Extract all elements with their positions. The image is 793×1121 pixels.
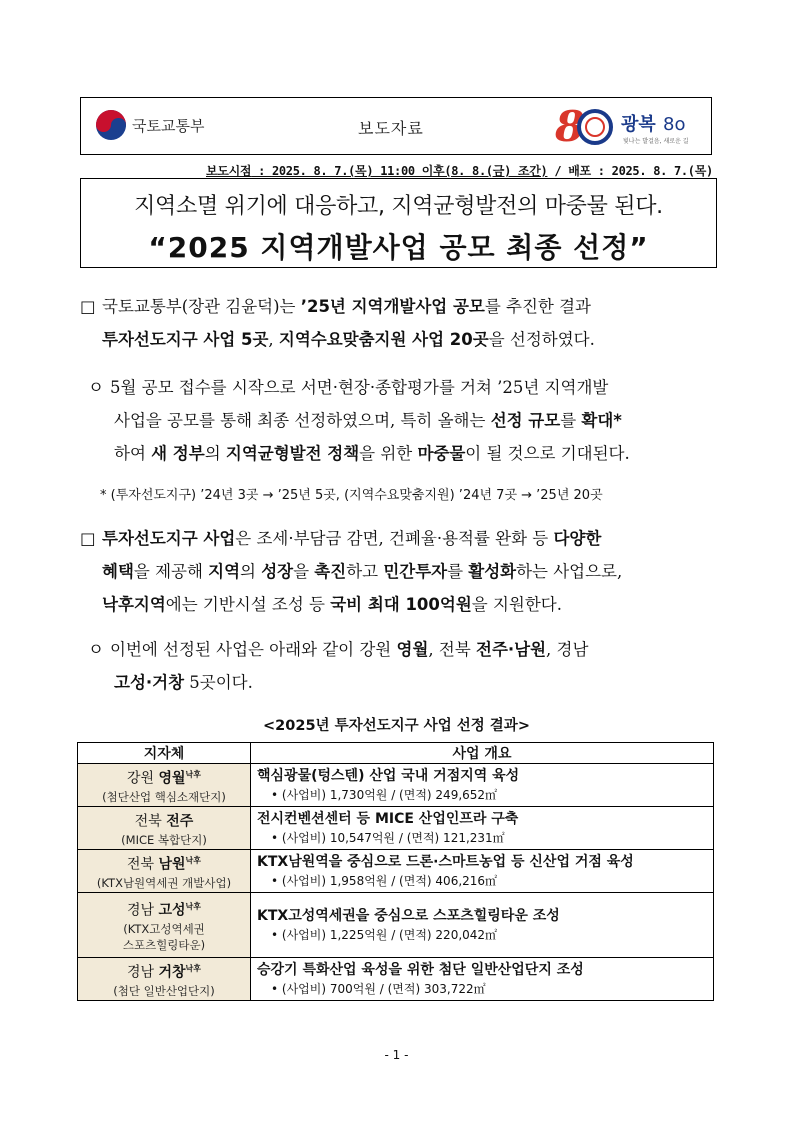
p3-bold-activate: 활성화 — [468, 562, 517, 581]
gwangbok-number: 8o — [663, 114, 686, 135]
p4-bold-yeongwol: 영월 — [396, 640, 429, 659]
page-number: - 1 - — [384, 1048, 409, 1062]
column-header-summary: 사업 개요 — [251, 743, 714, 764]
region-name — [84, 808, 244, 832]
region-cell — [78, 893, 251, 958]
table-header-row — [78, 743, 714, 764]
distribution-date: 2025. 8. 7.(목) — [611, 164, 713, 178]
headline-box — [80, 178, 717, 268]
column-header-region: 지자체 — [78, 743, 251, 764]
p3-bold-growth: 성장 — [261, 562, 294, 581]
table-caption: <2025년 투자선도지구 사업 선정 결과> — [263, 718, 530, 734]
project-summary: KTX남원역을 중심으로 드론·스마트농업 등 신산업 거점 육성 — [257, 854, 634, 870]
p3-text-k: 하고 — [346, 562, 384, 581]
project-type: (KTX고성역세권 — [123, 921, 205, 936]
p2-text-l: 이 될 것으로 기대된다. — [465, 444, 630, 463]
p3-bold-benefit: 혜택 — [102, 562, 134, 581]
footnote-expansion: * (투자선도지구) ’24년 3곳 → ’25년 5곳, (지역수요맞춤지원) ’24년 7곳 → ’25년 20곳 — [100, 488, 603, 503]
circle-bullet: ㅇ — [88, 378, 104, 397]
city: 남원 — [158, 856, 186, 873]
p3-text-o: 하는 사업으로, — [516, 562, 623, 581]
p2-text-a: 5월 공모 접수를 시작으로 서면·현장·종합평가를 거쳐 ’25년 지역개발 — [110, 378, 609, 397]
city: 거창 — [158, 964, 186, 981]
p2-bold-scale: 선정 규모 — [490, 411, 561, 430]
p4-bold-jeonju-namwon: 전주·남원 — [476, 640, 547, 659]
province: 전북 — [126, 856, 159, 873]
province: 강원 — [126, 770, 159, 787]
table-row — [78, 850, 714, 893]
region-name — [84, 765, 244, 789]
table-row — [78, 893, 714, 958]
p3-bold-private: 민간투자 — [383, 562, 448, 581]
release-time-line: 보도시점 : 2025. 8. 7.(목) 11:00 이후(8. 8.(금) 조간) / 배포 : 2025. 8. 7.(목) — [206, 164, 713, 178]
region-cell — [78, 850, 251, 893]
summary-cell — [251, 893, 714, 958]
p1-bold-investment: 투자선도지구 사업 5곳 — [102, 330, 269, 349]
p1-comma: , — [268, 330, 279, 349]
table-row — [78, 764, 714, 807]
p3-bold-max-fund: 국비 최대 100억원 — [330, 595, 472, 614]
p2-text-d: 를 — [560, 411, 582, 430]
project-cost-area: • (사업비) 10,547억원 / (면적) 121,231㎡ — [271, 831, 505, 845]
taegeuk-emblem-icon — [96, 110, 126, 140]
p2-bold-new-govt: 새 정부 — [151, 444, 205, 463]
project-summary: 승강기 특화산업 육성을 위한 첨단 일반산업단지 조성 — [257, 962, 584, 978]
province: 전북 — [134, 813, 167, 830]
underdeveloped-tag: 낙후 — [185, 964, 202, 974]
ministry-logo — [96, 110, 204, 140]
p3-text-e: 을 제공해 — [133, 562, 209, 581]
city: 고성 — [158, 902, 186, 919]
underdeveloped-tag: 낙후 — [185, 902, 202, 912]
p4-text-a: 이번에 선정된 사업은 아래와 같이 강원 — [110, 640, 397, 659]
project-cost-area: • (사업비) 1,225억원 / (면적) 220,042㎡ — [271, 928, 498, 942]
project-type: (첨단산업 핵심소재단지) — [102, 789, 226, 804]
table-row — [78, 807, 714, 850]
project-type-line2: 스포츠힐링타운) — [122, 937, 206, 952]
ministry-name: 국토교통부 — [132, 116, 205, 135]
p4-text-g: 5곳이다. — [184, 673, 253, 692]
project-cost-area: • (사업비) 1,958억원 / (면적) 406,216㎡ — [271, 874, 498, 888]
p3-bold-region: 지역 — [208, 562, 241, 581]
p2-text-h: 의 — [204, 444, 226, 463]
p3-text-b: 은 조세·부담금 감면, 건폐율·용적률 완화 등 — [235, 529, 554, 548]
p1-bold-demand: 지역수요맞춤지원 사업 20곳 — [278, 330, 489, 349]
liberation-80th-logo — [553, 101, 703, 151]
p3-bold-underdeveloped: 낙후지역 — [102, 595, 166, 614]
province: 경남 — [126, 964, 159, 981]
p3-text-m: 를 — [447, 562, 469, 581]
p3-bold-project: 투자선도지구 사업 — [102, 529, 236, 548]
region-name — [84, 851, 244, 875]
p4-bold-goseong-geochang: 고성·거창 — [114, 673, 185, 692]
province: 경남 — [126, 902, 159, 919]
p2-bold-primer: 마중물 — [417, 444, 466, 463]
paragraph-2 — [88, 371, 728, 470]
release-time-value: 2025. 8. 7.(목) 11:00 이후(8. 8.(금) 조간) — [271, 164, 548, 178]
paragraph-1 — [80, 290, 720, 356]
p2-bold-expand: 확대* — [581, 411, 622, 430]
p3-text-i: 을 — [293, 562, 315, 581]
gwangbok-text: 광복 — [621, 114, 656, 135]
p1-text-a: 국토교통부(장관 김윤덕)는 — [102, 297, 301, 316]
paragraph-4 — [88, 633, 728, 699]
region-name — [84, 897, 244, 921]
region-cell — [78, 958, 251, 1001]
project-type: (첨단 일반산업단지) — [113, 983, 215, 998]
selection-results-table — [77, 742, 714, 1001]
city: 전주 — [166, 813, 194, 830]
project-type: (KTX남원역세권 개발사업) — [96, 875, 232, 890]
city: 영월 — [158, 770, 186, 787]
headline-line2: “2025 지역개발사업 공모 최종 선정” — [148, 231, 649, 264]
headline-line1: 지역소멸 위기에 대응하고, 지역균형발전의 마중물 된다. — [134, 194, 663, 219]
p3-text-q: 에는 기반시설 조성 등 — [165, 595, 331, 614]
p1-text-g: 을 선정하였다. — [488, 330, 595, 349]
project-summary: 전시컨벤션센터 등 MICE 산업인프라 구축 — [257, 811, 519, 827]
region-cell — [78, 764, 251, 807]
table-row — [78, 958, 714, 1001]
p2-text-b: 사업을 공모를 통해 최종 선정하였으며, 특히 올해는 — [114, 411, 491, 430]
p3-bold-promote: 촉진 — [314, 562, 347, 581]
region-name — [84, 959, 244, 983]
gwangbok-slogan: 빛나는 발걸음, 새로운 길 — [623, 138, 689, 145]
project-summary: 핵심광물(텅스텐) 산업 국내 거점지역 육성 — [257, 768, 520, 784]
p2-text-f: 하여 — [114, 444, 152, 463]
p3-text-s: 을 지원한다. — [471, 595, 562, 614]
underdeveloped-tag: 낙후 — [185, 856, 202, 866]
p3-bold-various: 다양한 — [553, 529, 602, 548]
p1-text-c: 를 추진한 결과 — [484, 297, 591, 316]
p3-text-g: 의 — [240, 562, 262, 581]
summary-cell — [251, 850, 714, 893]
p2-text-j: 을 위한 — [359, 444, 418, 463]
summary-cell — [251, 807, 714, 850]
square-bullet: □ — [80, 529, 96, 548]
release-separator: / — [554, 164, 562, 178]
paragraph-3 — [80, 522, 720, 621]
project-type: (MICE 복합단지) — [121, 832, 207, 847]
p1-bold-contest: ’25년 지역개발사업 공모 — [300, 297, 485, 316]
region-cell — [78, 807, 251, 850]
release-time-label: 보도시점 — [206, 164, 252, 178]
project-cost-area: • (사업비) 1,730억원 / (면적) 249,652㎡ — [271, 788, 498, 802]
summary-cell — [251, 764, 714, 807]
square-bullet: □ — [80, 297, 96, 316]
circle-bullet: ㅇ — [88, 640, 104, 659]
p4-text-c: , 전북 — [428, 640, 477, 659]
project-cost-area: • (사업비) 700억원 / (면적) 303,722㎡ — [271, 982, 486, 996]
p4-text-e: , 경남 — [546, 640, 589, 659]
project-summary: KTX고성역세권을 중심으로 스포츠힐링타운 조성 — [257, 908, 560, 924]
summary-cell — [251, 958, 714, 1001]
underdeveloped-tag: 낙후 — [185, 770, 202, 780]
distribution-label: 배포 — [568, 164, 591, 178]
press-release-label: 보도자료 — [358, 119, 424, 138]
p2-bold-policy: 지역균형발전 정책 — [225, 444, 360, 463]
logo-8-mark: 8 — [555, 102, 585, 151]
